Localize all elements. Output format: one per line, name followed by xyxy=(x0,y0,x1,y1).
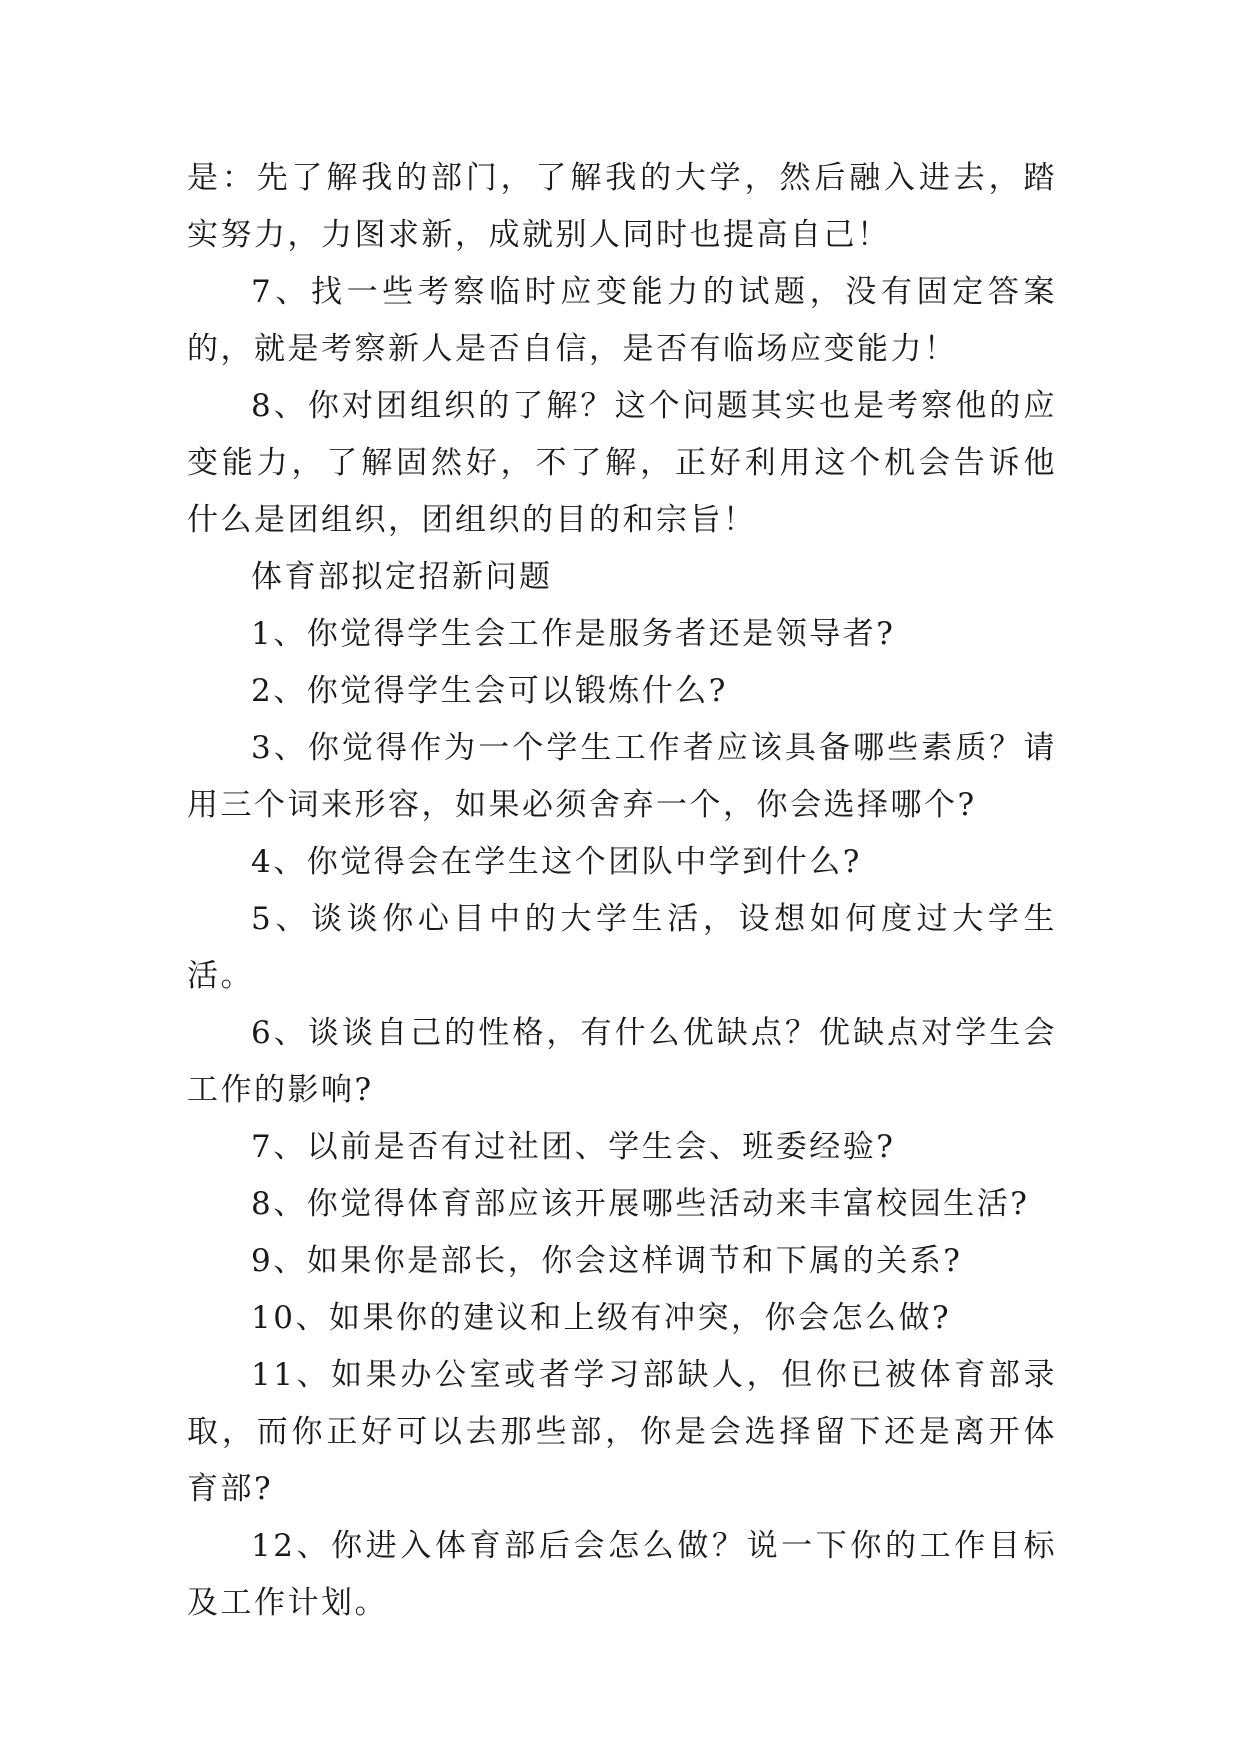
question-5: 5、谈谈你心目中的大学生活，设想如何度过大学生活。 xyxy=(187,901,1057,994)
paragraph-item-7-adaptability: 7、找一些考察临时应变能力的试题，没有固定答案的，就是考察新人是否自信，是否有临场应变能力！ xyxy=(187,274,1057,367)
question-6: 6、谈谈自己的性格，有什么优缺点？优缺点对学生会工作的影响? xyxy=(187,1015,1057,1108)
question-12: 12、你进入体育部后会怎么做？说一下你的工作目标及工作计划。 xyxy=(187,1528,1057,1621)
document-body xyxy=(187,150,1057,1632)
question-2: 2、你觉得学生会可以锻炼什么? xyxy=(251,673,728,709)
question-4: 4、你觉得会在学生这个团队中学到什么? xyxy=(251,844,862,880)
question-11: 11、如果办公室或者学习部缺人，但你已被体育部录取，而你正好可以去那些部，你是会选择留下还是离开体育部? xyxy=(187,1357,1057,1507)
question-10: 10、如果你的建议和上级有冲突，你会怎么做? xyxy=(251,1300,952,1336)
section-heading: 体育部拟定招新问题 xyxy=(251,559,553,595)
paragraph-item-8-league-organization: 8、你对团组织的了解？这个问题其实也是考察他的应变能力，了解固然好，不了解，正好利用这个机会告诉他什么是团组织，团组织的目的和宗旨！ xyxy=(187,388,1057,538)
question-7: 7、以前是否有过社团、学生会、班委经验? xyxy=(251,1129,896,1165)
question-3: 3、你觉得作为一个学生工作者应该具备哪些素质？请用三个词来形容，如果必须舍弃一个，你会选择哪个? xyxy=(187,730,1057,823)
question-9: 9、如果你是部长，你会这样调节和下属的关系? xyxy=(251,1243,963,1279)
question-8: 8、你觉得体育部应该开展哪些活动来丰富校园生活? xyxy=(251,1186,1030,1222)
paragraph-continuation: 是：先了解我的部门，了解我的大学，然后融入进去，踏实努力，力图求新，成就别人同时也提高自己！ xyxy=(187,160,1057,253)
question-1: 1、你觉得学生会工作是服务者还是领导者? xyxy=(251,616,896,652)
